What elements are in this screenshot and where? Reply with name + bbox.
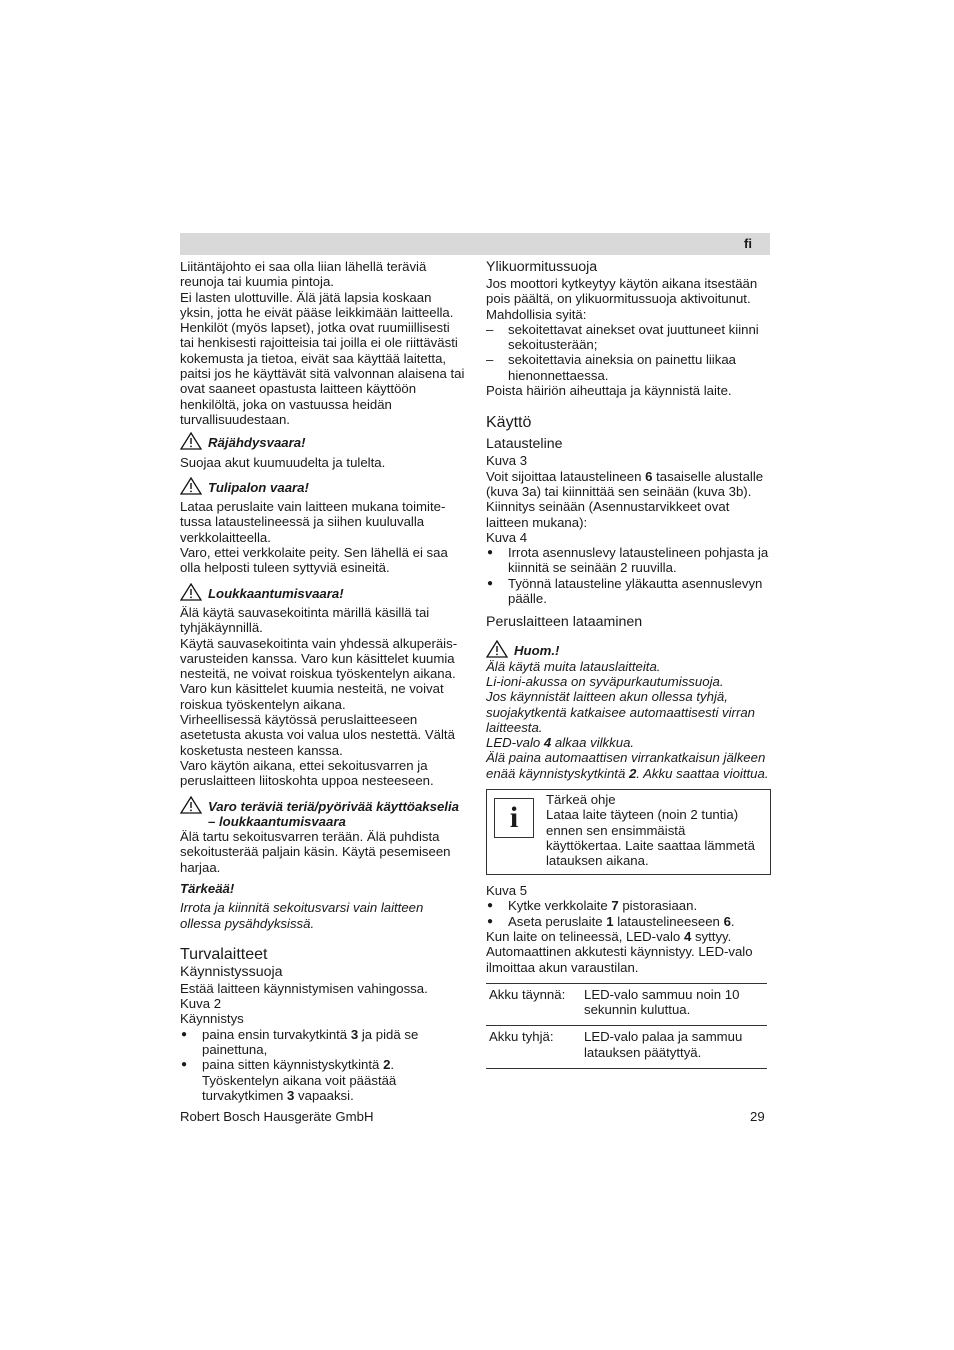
section-heading: Turvalaitteet — [180, 945, 268, 963]
note-title: Huom.! — [514, 643, 560, 659]
left-column — [180, 259, 465, 1103]
paragraph: Virheellisessä käytössä peruslaitteeseen asetetusta akusta voi valua ulos nestettä. Vältä kosketusta nesteen kanssa. — [180, 712, 455, 758]
paragraph: Liitäntäjohto ei saa olla liian lähellä teräviä reunoja tai kuumia pintoja. — [180, 259, 427, 290]
figure-reference: Kuva 2 — [180, 996, 222, 1012]
paragraph: Suojaa akut kuumuudelta ja tulelta. — [180, 454, 386, 470]
info-icon: i — [494, 798, 534, 838]
note-heading — [486, 643, 771, 658]
warning-title: Varo teräviä teriä/pyörivää käyttöakselia – loukkaantumisvaara — [208, 798, 459, 829]
table-row — [486, 1026, 767, 1069]
note-text: Älä paina automaattisen virrankatkaisun jälkeen enää käynnistyskytkintä 2. Akku saattaa vioittua. — [486, 750, 769, 781]
warning-title: Tulipalon vaara! — [208, 479, 309, 495]
dash-list — [486, 322, 771, 383]
paragraph: Kun laite on telineessä, LED-valo 4 syttyy. Automaattinen akkutesti käynnistyy. LED-valo ilmoittaa akun varaustilan. — [486, 928, 753, 975]
paragraph: Varo kun käsittelet kuumia nesteitä, ne voivat roiskua työskentelyn aikana. — [180, 681, 444, 712]
right-column — [486, 259, 771, 1069]
paragraph: Älä tartu sekoitusvarren terään. Älä puhdista sekoitusterää paljain käsin. Käytä pesemiseen harjaa. — [180, 829, 451, 875]
figure-reference: Kuva 3 — [486, 453, 528, 469]
paragraph: Varo, ettei verkkolaite peity. Sen lähellä ei saa olla helposti tuleen syttyviä esineitä. — [180, 545, 448, 576]
note-text: LED-valo 4 alkaa vilkkua. — [486, 735, 635, 751]
table-cell: Akku tyhjä: — [486, 1026, 581, 1069]
table-cell: LED-valo palaa ja sammuu latauksen päätyttyä. — [581, 1026, 767, 1069]
important-label: Tärkeää! — [180, 880, 235, 896]
paragraph: Kiinnitys seinään (Asennustarvikkeet ovat laitteen mukana): — [486, 499, 730, 530]
paragraph: Ei lasten ulottuville. Älä jätä lapsia koskaan yksin, jotta he eivät pääse leikkimään laitteella. — [180, 289, 454, 320]
warning-heading — [180, 480, 465, 495]
info-box — [486, 789, 771, 875]
note-text: Li-ioni-akussa on syväpurkautumissuoja. — [486, 673, 724, 689]
footer-company: Robert Bosch Hausgeräte GmbH — [180, 1109, 374, 1124]
warning-triangle-icon — [180, 796, 202, 814]
subsection-heading: Ylikuormitussuoja — [486, 259, 598, 275]
note-text: Älä käytä muita latauslaitteita. — [486, 658, 661, 674]
warning-heading — [180, 799, 465, 830]
table-cell: Akku täynnä: — [486, 983, 581, 1026]
paragraph: Estää laitteen käynnistymisen vahingossa. — [180, 980, 428, 996]
paragraph: Jos moottori kytkeytyy käytön aikana itsestään pois päältä, on ylikuormitussuoja aktivoitunut. Mahdollisia syitä: — [486, 276, 758, 322]
paragraph: Voit sijoittaa lataustelineen 6 tasaiselle alustalle (kuva 3a) tai kiinnittää sen seinään (kuva 3b). — [486, 468, 764, 499]
warning-triangle-icon — [180, 432, 202, 450]
list-item: ● paina ensin turvakytkintä 3 ja pidä se painettuna, — [180, 1027, 465, 1058]
subsection-heading: Latausteline — [486, 436, 563, 453]
battery-status-table — [486, 983, 767, 1069]
bullet-list — [180, 1027, 465, 1103]
figure-reference: Kuva 4 — [486, 529, 528, 545]
section-heading: Käyttö — [486, 414, 532, 432]
bullet-list — [486, 545, 771, 606]
paragraph: Älä käytä sauvasekoitinta märillä käsillä tai tyhjäkäynnillä. — [180, 604, 430, 636]
language-code: fi — [744, 236, 752, 251]
paragraph: Irrota ja kiinnitä sekoitusvarsi vain laitteen ollessa pysähdyksissä. — [180, 900, 424, 931]
paragraph: Käytä sauvasekoitinta vain yhdessä alkuperäis-varusteiden kanssa. Varo kun käsittelet kuumia nesteitä, ne voivat roiskua työskentelyn aikana. — [180, 635, 458, 682]
info-text: Lataa laite täyteen (noin 2 tuntia) ennen sen ensimmäistä käyttökertaa. Laite saattaa lämmetä latauksen aikana. — [546, 807, 755, 869]
paragraph: Henkilöt (myös lapset), jotka ovat ruumiillisesti tai henkisesti rajoitteisia tai joilla ei ole riittävästi kokemusta ja tietoa, eivät saa käyttää laitetta, paitsi jos he käyttävät sitä valvonnan alaisena tai ovat saaneet opastusta laitteen käyttöön henkilöltä, joka on vastuussa heidän turvallisuudestaan. — [180, 320, 465, 427]
warning-heading — [180, 586, 465, 601]
figure-reference: Kuva 5 — [486, 883, 528, 899]
list-item: – sekoitettavia aineksia on painettu liikaa hienonnettaessa. — [486, 352, 771, 383]
list-item: ● paina sitten käynnistyskytkintä 2. Työskentelyn aikana voit päästää turvakytkimen 3 vapaaksi. — [180, 1057, 465, 1103]
list-item: ● Aseta peruslaite 1 lataustelineeseen 6. — [486, 914, 771, 929]
table-cell: LED-valo sammuu noin 10 sekunnin kuluttua. — [581, 983, 767, 1026]
warning-title: Räjähdysvaara! — [208, 435, 306, 451]
paragraph: Lataa peruslaite vain laitteen mukana toimite-tussa lataustelineessä ja siihen kuuluvalla verkkolaitteella. — [180, 499, 446, 545]
paragraph: Poista häiriön aiheuttaja ja käynnistä laite. — [486, 383, 732, 399]
page-number: 29 — [750, 1109, 765, 1124]
list-item: ● Kytke verkkolaite 7 pistorasiaan. — [486, 898, 771, 913]
info-title: Tärkeä ohje — [546, 792, 616, 808]
warning-triangle-icon — [486, 640, 508, 658]
subsection-heading: Käynnistyssuoja — [180, 963, 283, 980]
paragraph: Käynnistys — [180, 1011, 244, 1027]
warning-heading — [180, 435, 465, 450]
header-bar — [180, 233, 770, 255]
list-item: – sekoitettavat ainekset ovat juuttuneet kiinni sekoitusterään; — [486, 322, 771, 353]
warning-triangle-icon — [180, 583, 202, 601]
table-row — [486, 983, 767, 1026]
warning-triangle-icon — [180, 477, 202, 495]
note-text: Jos käynnistät laitteen akun ollessa tyhjä, suojakytkentä katkaisee automaattisesti virran laitteesta. — [486, 689, 756, 735]
list-item: ● Työnnä latausteline yläkautta asennuslevyn päälle. — [486, 576, 771, 607]
list-item: ● Irrota asennuslevy lataustelineen pohjasta ja kiinnitä se seinään 2 ruuvilla. — [486, 545, 771, 576]
bullet-list — [486, 898, 771, 929]
warning-title: Loukkaantumisvaara! — [208, 585, 344, 601]
paragraph: Varo käytön aikana, ettei sekoitusvarren ja peruslaitteen liitoskohta uppoa nesteeseen. — [180, 757, 434, 789]
subsection-heading: Peruslaitteen lataaminen — [486, 614, 643, 631]
